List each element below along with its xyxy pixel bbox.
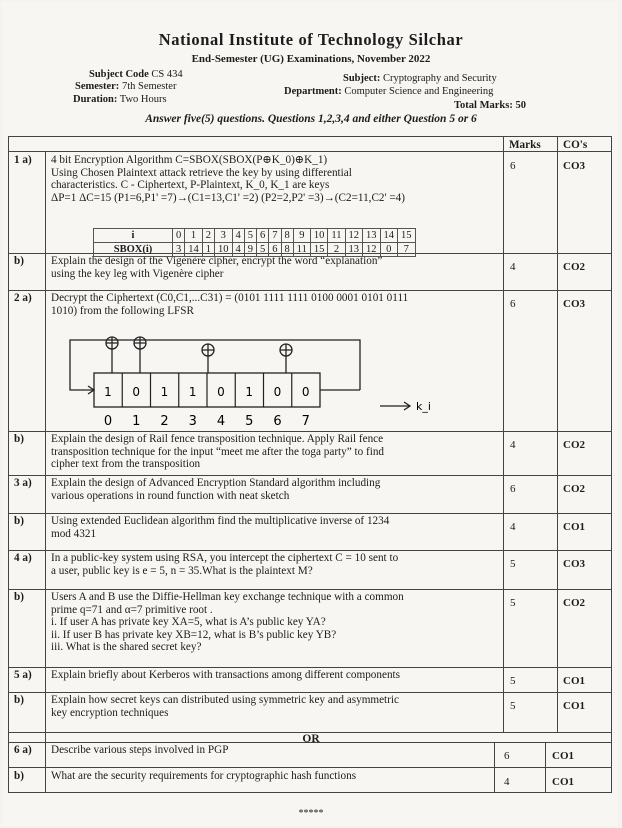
sbox-index-cell: 3 xyxy=(215,229,233,243)
question-number: b) xyxy=(14,515,24,527)
department: Department: Computer Science and Engineering xyxy=(284,86,494,97)
marks-value: 4 xyxy=(510,521,516,533)
sbox-value-cell: 10 xyxy=(215,243,233,257)
marks-value: 6 xyxy=(510,298,516,310)
sbox-index-cell: 5 xyxy=(244,229,256,243)
co-value: CO1 xyxy=(563,675,585,687)
marks-value: 5 xyxy=(510,675,516,687)
sbox-index-cell: 9 xyxy=(293,229,310,243)
question-number: 4 a) xyxy=(14,552,32,564)
sbox-value-cell: 5 xyxy=(257,243,269,257)
marks-value: 4 xyxy=(510,261,516,273)
lfsr-diagram xyxy=(60,328,460,430)
lfsr-cell-bit: 0 xyxy=(273,385,282,399)
question-text: Decrypt the Ciphertext (C0,C1,...C31) = (0101 1111 1111 0100 0001 0101 0111 xyxy=(51,292,409,304)
question-text: Using extended Euclidean algorithm find the multiplicative inverse of 1234 xyxy=(51,515,390,527)
question-number: 5 a) xyxy=(14,669,32,681)
marks-value: 5 xyxy=(510,558,516,570)
question-text: key encryption techniques xyxy=(51,706,169,719)
duration: Duration: Two Hours xyxy=(73,94,167,105)
question-text: Explain the design of the Vigenère cipher, encrypt the word “explanation” xyxy=(51,255,383,267)
lfsr-cell-bit: 0 xyxy=(217,385,225,399)
sbox-index-cell: 0 xyxy=(173,229,185,243)
lfsr-cell-index: 6 xyxy=(273,414,282,429)
sbox-value-cell: 12 xyxy=(363,243,381,257)
sbox-table xyxy=(93,228,416,257)
question-number: b) xyxy=(14,694,24,706)
lfsr-cell-index: 1 xyxy=(132,414,141,429)
co-value: CO2 xyxy=(563,483,585,495)
lfsr-cell-index: 5 xyxy=(245,414,254,429)
co-value: CO2 xyxy=(563,439,585,451)
question-number: b) xyxy=(14,770,24,782)
question-number: b) xyxy=(14,591,24,603)
sbox-value-cell: 14 xyxy=(185,243,203,257)
footer-stars: ***** xyxy=(298,808,324,819)
lfsr-cell-index: 0 xyxy=(103,414,113,429)
marks-value: 5 xyxy=(510,597,516,609)
question-text: using the key leg with Vigenère cipher xyxy=(51,267,224,280)
question-text: i. If user A has private key XA=5, what is A’s public key YA? xyxy=(51,616,326,628)
or-separator: OR xyxy=(302,733,320,745)
co-value: CO1 xyxy=(552,776,574,788)
question-text: transposition technique for the input “meet me after the toga party” to find xyxy=(51,445,385,458)
sbox-i-label: i xyxy=(94,229,173,243)
total-marks: Total Marks: 50 xyxy=(454,100,526,111)
question-text: Explain the design of Rail fence transposition technique. Apply Rail fence xyxy=(51,433,384,445)
sbox-value-cell: 0 xyxy=(380,243,398,257)
lfsr-cell-bit: 0 xyxy=(132,385,141,399)
question-text: Users A and B use the Diffie-Hellman key exchange technique with a common xyxy=(51,591,404,603)
question-number: b) xyxy=(14,255,24,267)
marks-value: 6 xyxy=(510,160,516,172)
sbox-index-cell: 8 xyxy=(281,229,293,243)
marks-value: 4 xyxy=(504,776,510,788)
sbox-value-cell: 9 xyxy=(244,243,256,257)
sbox-index-cell: 6 xyxy=(257,229,269,243)
co-value: CO3 xyxy=(563,160,585,172)
sbox-index-cell: 12 xyxy=(345,229,363,243)
sbox-index-cell: 7 xyxy=(269,229,281,243)
question-text: Using Chosen Plaintext attack retrieve the key by using differential xyxy=(51,166,352,179)
marks-header: Marks xyxy=(509,139,541,151)
question-text: ΔP=1 ΔC=15 (P1=6,P1' =7)→(C1=13,C1' =2) (P2=2,P2' =3)→(C2=11,C2' =4) xyxy=(51,191,405,204)
question-number: 6 a) xyxy=(14,744,32,756)
lfsr-cell-bit: 1 xyxy=(245,385,254,399)
subject-code: Subject Code CS 434 xyxy=(89,69,183,80)
question-text: mod 4321 xyxy=(51,527,97,540)
sbox-value-cell: 13 xyxy=(345,243,363,257)
cos-header: CO's xyxy=(563,139,588,151)
semester: Semester: 7th Semester xyxy=(75,81,177,92)
question-text: Describe various steps involved in PGP xyxy=(51,744,229,756)
lfsr-output-label: k_i xyxy=(416,400,431,413)
co-value: CO3 xyxy=(563,558,585,570)
co-value: CO2 xyxy=(563,261,585,273)
marks-value: 5 xyxy=(510,700,516,712)
sbox-value-cell: 7 xyxy=(398,243,416,257)
sbox-value-cell: 2 xyxy=(328,243,345,257)
lfsr-cell-index: 2 xyxy=(160,414,169,429)
co-value: CO2 xyxy=(563,597,585,609)
sbox-index-cell: 10 xyxy=(310,229,328,243)
question-number: 2 a) xyxy=(14,292,32,304)
co-value: CO1 xyxy=(552,750,574,762)
sbox-value-cell: 4 xyxy=(232,243,244,257)
sbox-index-cell: 15 xyxy=(398,229,416,243)
institute-title: National Institute of Technology Silchar xyxy=(158,30,464,49)
question-text: Explain briefly about Kerberos with transactions among different components xyxy=(51,669,400,681)
sbox-value-cell: 8 xyxy=(281,243,293,257)
lfsr-cell-bit: 1 xyxy=(188,385,197,399)
instructions: Answer five(5) questions. Questions 1,2,3,4 and either Question 5 or 6 xyxy=(145,113,477,125)
question-number: 3 a) xyxy=(14,477,32,489)
sbox-index-cell: 2 xyxy=(202,229,214,243)
lfsr-cell-bit: 1 xyxy=(160,385,169,399)
lfsr-cell-bit: 0 xyxy=(301,385,310,399)
sbox-value-label: SBOX(i) xyxy=(94,243,173,257)
question-text: various operations in round function with neat sketch xyxy=(51,489,290,502)
co-value: CO1 xyxy=(563,700,585,712)
marks-value: 4 xyxy=(510,439,516,451)
question-text: ii. If user B has private key XB=12, what is B’s public key YB? xyxy=(51,628,337,641)
question-number: b) xyxy=(14,433,24,445)
sbox-index-cell: 13 xyxy=(363,229,381,243)
question-text: 1010) from the following LFSR xyxy=(51,304,194,317)
sbox-value-cell: 6 xyxy=(269,243,281,257)
question-text: characteristics. C - Ciphertext, P-Plaintext, K_0, K_1 are keys xyxy=(51,179,330,191)
sbox-value-cell: 1 xyxy=(202,243,214,257)
question-text: 4 bit Encryption Algorithm C=SBOX(SBOX(P⊕K_0)⊕K_1) xyxy=(51,154,328,166)
question-number: 1 a) xyxy=(14,154,32,166)
sbox-index-cell: 11 xyxy=(328,229,345,243)
question-text: Explain how secret keys can distributed using symmetric key and asymmetric xyxy=(51,694,399,706)
exam-name: End-Semester (UG) Examinations, November 2022 xyxy=(191,53,431,65)
question-text: Explain the design of Advanced Encryption Standard algorithm including xyxy=(51,477,381,489)
question-text: cipher text from the transposition xyxy=(51,458,201,470)
sbox-index-cell: 4 xyxy=(232,229,244,243)
sbox-value-cell: 15 xyxy=(310,243,328,257)
feedback-loop xyxy=(70,340,360,390)
sbox-index-cell: 1 xyxy=(185,229,203,243)
sbox-value-cell: 3 xyxy=(173,243,185,257)
co-value: CO1 xyxy=(563,521,585,533)
sbox-value-cell: 11 xyxy=(293,243,310,257)
question-text: iii. What is the shared secret key? xyxy=(51,641,202,653)
lfsr-cell-index: 7 xyxy=(301,414,310,429)
marks-value: 6 xyxy=(510,483,516,495)
co-value: CO3 xyxy=(563,298,585,310)
lfsr-cell-index: 4 xyxy=(216,414,226,429)
marks-value: 6 xyxy=(504,750,510,762)
lfsr-cell-index: 3 xyxy=(188,414,197,429)
subject: Subject: Cryptography and Security xyxy=(343,73,497,84)
sbox-index-cell: 14 xyxy=(380,229,398,243)
question-text: In a public-key system using RSA, you intercept the ciphertext C = 10 sent to xyxy=(51,552,399,564)
question-text: a user, public key is e = 5, n = 35.What is the plaintext M? xyxy=(51,564,313,577)
question-text: prime q=71 and α=7 primitive root . xyxy=(51,603,213,616)
question-text: What are the security requirements for cryptographic hash functions xyxy=(51,770,357,782)
lfsr-cell-bit: 1 xyxy=(104,385,112,399)
